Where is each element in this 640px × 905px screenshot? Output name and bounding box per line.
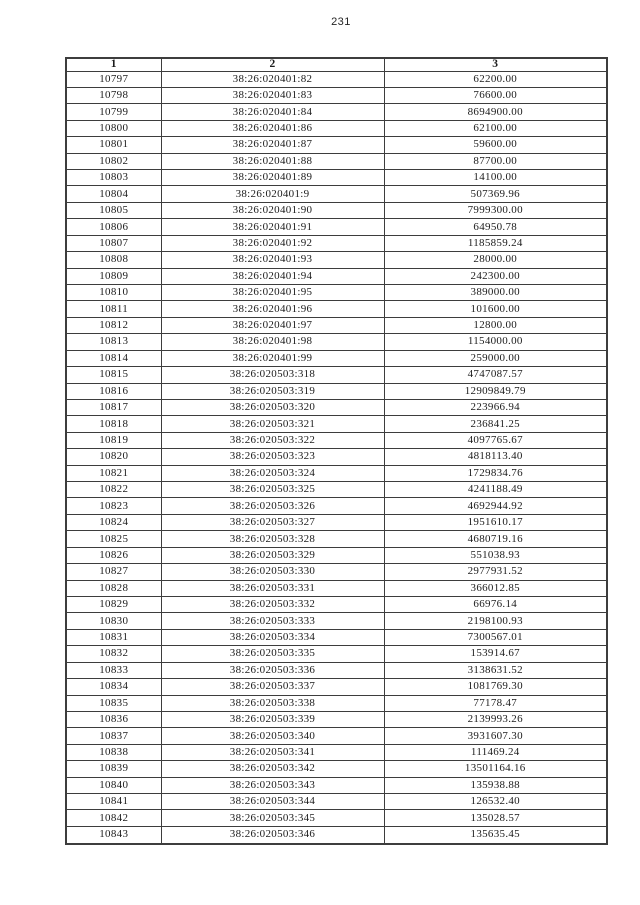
table-row [66,695,607,711]
table-cell: 10799 [66,104,161,120]
table-cell: 4097765.67 [384,432,607,448]
table-cell: 38:26:020503:323 [161,449,384,465]
table-row [66,432,607,448]
table-row [66,301,607,317]
table-cell: 10840 [66,777,161,793]
column-header-2: 2 [161,58,384,71]
table-cell: 38:26:020503:326 [161,498,384,514]
table-cell: 507369.96 [384,186,607,202]
table-cell: 389000.00 [384,284,607,300]
table-cell: 242300.00 [384,268,607,284]
table-cell: 10800 [66,120,161,136]
table-cell: 10821 [66,465,161,481]
table-cell: 62100.00 [384,120,607,136]
table-row [66,482,607,498]
table-cell: 64950.78 [384,219,607,235]
table-cell: 10842 [66,810,161,826]
table-cell: 38:26:020503:346 [161,826,384,844]
table-cell: 135028.57 [384,810,607,826]
table-cell: 12800.00 [384,317,607,333]
table-cell: 38:26:020503:324 [161,465,384,481]
table-cell: 38:26:020401:90 [161,202,384,218]
table-cell: 10839 [66,761,161,777]
table-cell: 87700.00 [384,153,607,169]
table-cell: 10809 [66,268,161,284]
table-cell: 38:26:020503:338 [161,695,384,711]
table-cell: 366012.85 [384,580,607,596]
table-row [66,826,607,844]
table-cell: 111469.24 [384,744,607,760]
table-cell: 10805 [66,202,161,218]
table-cell: 10827 [66,564,161,580]
table-cell: 38:26:020401:88 [161,153,384,169]
table-cell: 38:26:020503:322 [161,432,384,448]
table-cell: 135635.45 [384,826,607,844]
table-cell: 38:26:020503:337 [161,679,384,695]
table-cell: 38:26:020503:340 [161,728,384,744]
table-cell: 10832 [66,646,161,662]
table-row [66,137,607,153]
table-row [66,465,607,481]
table-cell: 10814 [66,350,161,366]
table-row [66,416,607,432]
table-cell: 38:26:020503:333 [161,613,384,629]
table-row [66,744,607,760]
table-row [66,761,607,777]
table-cell: 10836 [66,711,161,727]
table-row [66,120,607,136]
table-cell: 38:26:020503:344 [161,794,384,810]
table-cell: 1081769.30 [384,679,607,695]
table-row [66,252,607,268]
table-cell: 38:26:020503:321 [161,416,384,432]
table-row [66,350,607,366]
table-cell: 10831 [66,629,161,645]
table-cell: 4818113.40 [384,449,607,465]
table-cell: 38:26:020401:82 [161,71,384,87]
table-cell: 10837 [66,728,161,744]
table-row [66,219,607,235]
table-cell: 10806 [66,219,161,235]
table-row [66,104,607,120]
table-cell: 62200.00 [384,71,607,87]
table-cell: 38:26:020503:342 [161,761,384,777]
table-cell: 4241188.49 [384,482,607,498]
table-row [66,87,607,103]
table-row [66,613,607,629]
table-row [66,235,607,251]
table-row [66,597,607,613]
table-row [66,170,607,186]
table-cell: 1729834.76 [384,465,607,481]
table-cell: 38:26:020503:343 [161,777,384,793]
table-cell: 10829 [66,597,161,613]
table-cell: 38:26:020401:93 [161,252,384,268]
table-cell: 38:26:020401:91 [161,219,384,235]
table-cell: 38:26:020401:9 [161,186,384,202]
table-cell: 223966.94 [384,399,607,415]
table-row [66,810,607,826]
table-cell: 1951610.17 [384,514,607,530]
table-cell: 10797 [66,71,161,87]
table-row [66,728,607,744]
table-cell: 38:26:020401:87 [161,137,384,153]
table-cell: 10807 [66,235,161,251]
table-cell: 38:26:020401:94 [161,268,384,284]
table-cell: 7999300.00 [384,202,607,218]
table-cell: 38:26:020401:96 [161,301,384,317]
table-cell: 10811 [66,301,161,317]
table-cell: 38:26:020401:92 [161,235,384,251]
table-cell: 10817 [66,399,161,415]
table-row [66,580,607,596]
table-cell: 59600.00 [384,137,607,153]
table-row [66,334,607,350]
table-row [66,711,607,727]
table-cell: 2977931.52 [384,564,607,580]
table-row [66,794,607,810]
table-cell: 2198100.93 [384,613,607,629]
table-cell: 10823 [66,498,161,514]
table-cell: 28000.00 [384,252,607,268]
table-cell: 38:26:020503:341 [161,744,384,760]
table-cell: 77178.47 [384,695,607,711]
table-cell: 10818 [66,416,161,432]
table-row [66,498,607,514]
column-header-1: 1 [66,58,161,71]
table-cell: 10822 [66,482,161,498]
table-cell: 38:26:020503:331 [161,580,384,596]
table-row [66,679,607,695]
table-cell: 10802 [66,153,161,169]
table-cell: 10803 [66,170,161,186]
table-cell: 10843 [66,826,161,844]
table-row [66,383,607,399]
table-cell: 38:26:020401:86 [161,120,384,136]
table-cell: 38:26:020503:318 [161,367,384,383]
table-cell: 38:26:020401:84 [161,104,384,120]
table-cell: 38:26:020503:334 [161,629,384,645]
table-cell: 10833 [66,662,161,678]
table-cell: 10825 [66,531,161,547]
table-row [66,268,607,284]
table-body [66,71,607,844]
table-cell: 1185859.24 [384,235,607,251]
table-cell: 3931607.30 [384,728,607,744]
table-row [66,317,607,333]
table-cell: 38:26:020503:329 [161,547,384,563]
table-row [66,531,607,547]
table-cell: 10812 [66,317,161,333]
table-cell: 38:26:020401:83 [161,87,384,103]
table-cell: 38:26:020503:336 [161,662,384,678]
table-cell: 10804 [66,186,161,202]
table-cell: 2139993.26 [384,711,607,727]
table-row [66,547,607,563]
table-row [66,399,607,415]
table-cell: 66976.14 [384,597,607,613]
table-row [66,153,607,169]
table-cell: 10834 [66,679,161,695]
table-row [66,646,607,662]
table-cell: 38:26:020401:99 [161,350,384,366]
table-cell: 13501164.16 [384,761,607,777]
table-cell: 10819 [66,432,161,448]
table-row [66,186,607,202]
table-cell: 4680719.16 [384,531,607,547]
table-row [66,202,607,218]
data-table [65,57,608,845]
table-cell: 38:26:020503:328 [161,531,384,547]
column-header-3: 3 [384,58,607,71]
table-cell: 10820 [66,449,161,465]
table-cell: 38:26:020401:98 [161,334,384,350]
table-cell: 259000.00 [384,350,607,366]
table-row [66,564,607,580]
table-cell: 38:26:020503:327 [161,514,384,530]
table-cell: 10826 [66,547,161,563]
table-cell: 126532.40 [384,794,607,810]
table-cell: 4747087.57 [384,367,607,383]
table-cell: 10810 [66,284,161,300]
table-cell: 10798 [66,87,161,103]
table-cell: 38:26:020503:325 [161,482,384,498]
table-cell: 38:26:020401:97 [161,317,384,333]
table-cell: 38:26:020503:330 [161,564,384,580]
table-cell: 153914.67 [384,646,607,662]
table-cell: 10830 [66,613,161,629]
table-cell: 10841 [66,794,161,810]
table-cell: 14100.00 [384,170,607,186]
table-cell: 7300567.01 [384,629,607,645]
table-cell: 12909849.79 [384,383,607,399]
table-row [66,367,607,383]
table-cell: 10835 [66,695,161,711]
table-cell: 38:26:020401:89 [161,170,384,186]
table-cell: 1154000.00 [384,334,607,350]
table-cell: 76600.00 [384,87,607,103]
table-cell: 38:26:020503:332 [161,597,384,613]
table-cell: 38:26:020503:339 [161,711,384,727]
table-cell: 38:26:020503:320 [161,399,384,415]
table-cell: 10801 [66,137,161,153]
table-cell: 10824 [66,514,161,530]
table-cell: 38:26:020503:319 [161,383,384,399]
table-cell: 551038.93 [384,547,607,563]
table-cell: 38:26:020401:95 [161,284,384,300]
table-cell: 10808 [66,252,161,268]
table-cell: 236841.25 [384,416,607,432]
table-cell: 4692944.92 [384,498,607,514]
table-cell: 38:26:020503:345 [161,810,384,826]
table-row [66,449,607,465]
table-cell: 10813 [66,334,161,350]
table-cell: 10815 [66,367,161,383]
table-cell: 135938.88 [384,777,607,793]
table-cell: 38:26:020503:335 [161,646,384,662]
page-number: 231 [331,16,351,28]
table-cell: 101600.00 [384,301,607,317]
table-cell: 10816 [66,383,161,399]
table-row [66,284,607,300]
table-cell: 3138631.52 [384,662,607,678]
table-cell: 8694900.00 [384,104,607,120]
table-row [66,629,607,645]
header-row [66,58,607,71]
table-cell: 10828 [66,580,161,596]
table-cell: 10838 [66,744,161,760]
table-row [66,662,607,678]
table-row [66,777,607,793]
table-row [66,514,607,530]
table-row [66,71,607,87]
